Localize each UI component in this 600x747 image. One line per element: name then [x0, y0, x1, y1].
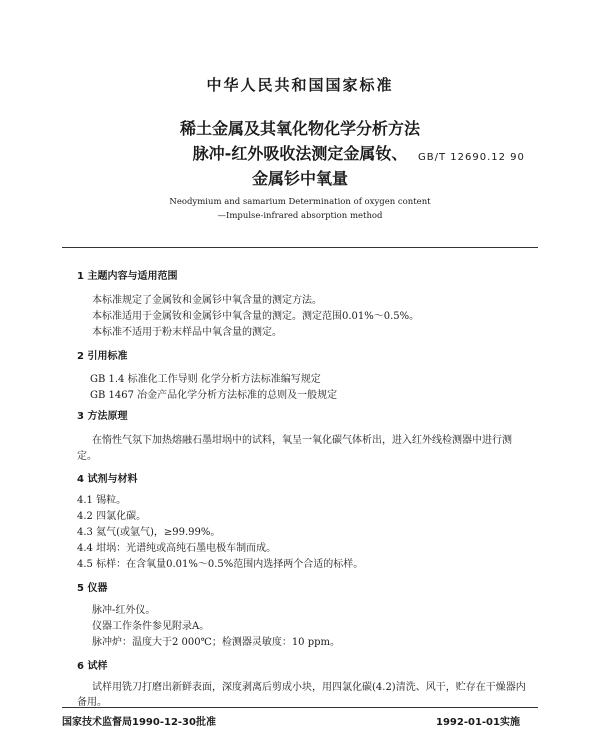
item-4-1: 4.1 锡粒。	[77, 495, 127, 506]
section-4-heading: 4 试剂与材料	[77, 474, 138, 485]
header-divider	[62, 247, 538, 248]
section-1-paragraph-2: 本标准适用于金属钕和金属钐中氧含量的测定。测定范围0.01%～0.5%。	[92, 311, 420, 322]
section-2-heading: 2 引用标准	[77, 351, 128, 362]
section-5-paragraph-2: 仪器工作条件参见附录A。	[92, 621, 210, 632]
section-6-paragraph-line-1: 试样用铣刀打磨出新鲜表面，深度剥离后剪成小块，用四氯化碳(4.2)清洗、风干，贮存在干燥器内	[92, 682, 526, 693]
standard-category-title: 中华人民共和国国家标准	[206, 76, 394, 94]
section-3-heading: 3 方法原理	[77, 411, 128, 422]
section-3-paragraph-line-2: 定。	[77, 451, 97, 462]
section-5-paragraph-3: 脉冲炉：温度大于2 000℃；检测器灵敏度：10 ppm。	[92, 637, 341, 648]
item-4-3: 4.3 氦气(或氩气)，≥99.99%。	[77, 527, 221, 538]
section-1-paragraph-1: 本标准规定了金属钕和金属钐中氧含量的测定方法。	[92, 295, 322, 306]
section-5-paragraph-1: 脉冲-红外仪。	[92, 605, 156, 616]
effective-date-note: 1992-01-01实施	[436, 717, 520, 728]
section-3-paragraph-line-1: 在惰性气氛下加热熔融石墨坩埚中的试料，氧呈一氧化碳气体析出，进入红外线检测器中进行测	[92, 435, 512, 446]
section-6-paragraph-line-2: 备用。	[77, 697, 107, 708]
approval-note: 国家技术监督局1990-12-30批准	[62, 717, 216, 728]
section-1-paragraph-3: 本标准不适用于粉末样品中氧含量的测定。	[92, 327, 282, 338]
english-title-line-2: —Impulse-infrared absorption method	[217, 211, 383, 221]
english-title-line-1: Neodymium and samarium Determination of oxygen content	[169, 197, 431, 207]
footer-divider	[62, 707, 538, 708]
section-5-heading: 5 仪器	[77, 583, 108, 594]
document-title-line-2: 脉冲-红外吸收法测定金属钕、	[192, 144, 408, 163]
reference-gb-1467: GB 1467 冶金产品化学分析方法标准的总则及一般规定	[90, 390, 338, 401]
standard-code: GB/T 12690.12 90	[418, 152, 525, 163]
section-1-heading: 1 主题内容与适用范围	[77, 271, 178, 282]
item-4-2: 4.2 四氯化碳。	[77, 511, 147, 522]
item-4-4: 4.4 坩埚：光谱纯或高纯石墨电极车制而成。	[77, 543, 277, 554]
item-4-5: 4.5 标样：在含氧量0.01%～0.5%范围内选择两个合适的标样。	[77, 559, 364, 570]
document-title-line-3: 金属钐中氧量	[251, 169, 348, 188]
reference-gb-1-4: GB 1.4 标准化工作导则 化学分析方法标准编写规定	[90, 374, 321, 385]
document-title-line-1: 稀土金属及其氧化物化学分析方法	[179, 119, 420, 138]
section-6-heading: 6 试样	[77, 661, 108, 672]
